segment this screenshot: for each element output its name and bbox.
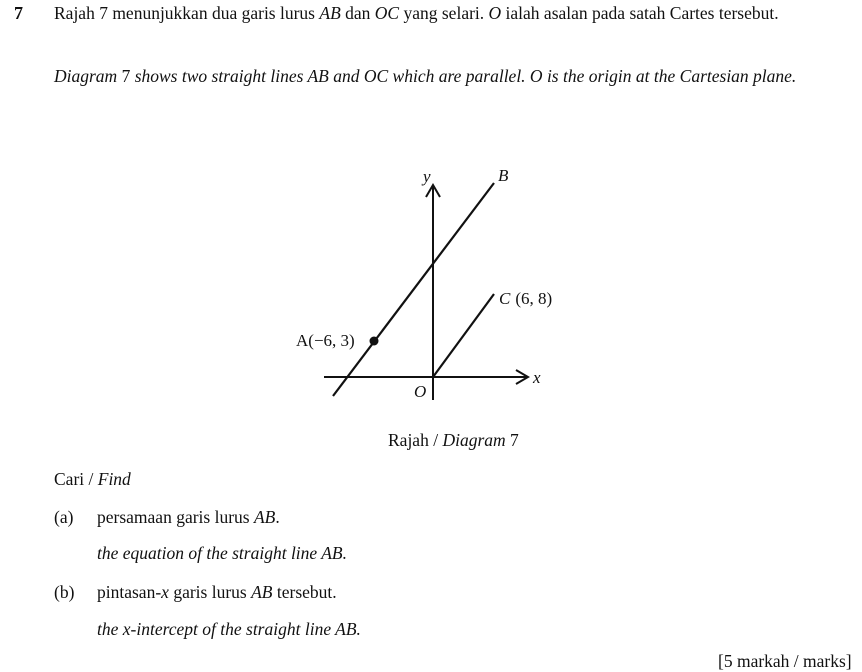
part-b-malay-end: tersebut. — [272, 582, 337, 602]
line-ab — [333, 183, 494, 396]
point-c-label — [499, 289, 552, 308]
malay-text-1: Rajah 7 menunjukkan dua garis lurus — [54, 3, 320, 23]
point-a-label: A(−6, 3) — [296, 331, 355, 350]
english-text-1: Diagram — [54, 66, 122, 86]
point-b-label: B — [498, 166, 509, 185]
part-b-english: the x-intercept of the straight line AB. — [97, 619, 361, 639]
line-oc — [433, 294, 494, 377]
diagram-caption — [388, 430, 519, 451]
part-b-malay — [97, 582, 337, 603]
x-axis-label: x — [533, 368, 541, 387]
part-b-label: (b) — [54, 582, 75, 602]
point-a-dot — [370, 337, 379, 346]
malay-origin: O — [488, 3, 502, 23]
y-axis-label: y — [423, 167, 431, 186]
find-malay: Cari / — [54, 469, 98, 489]
origin-label: O — [414, 382, 427, 401]
find-english: Find — [97, 469, 131, 489]
malay-line-ab: AB — [319, 3, 341, 23]
part-a-label: (a) — [54, 507, 74, 527]
caption-number: 7 — [505, 430, 519, 450]
english-diagram-number: 7 — [121, 66, 131, 86]
point-c-name: C — [499, 289, 511, 308]
part-b-malay-var: x — [161, 582, 169, 602]
caption-malay: Rajah / — [388, 430, 443, 450]
part-b-malay-mid: garis lurus — [168, 582, 252, 602]
part-b-malay-line: AB — [251, 582, 273, 602]
part-b-malay-text: pintasan- — [97, 582, 162, 602]
part-a-malay — [97, 507, 280, 528]
part-a-english: the equation of the straight line AB. — [97, 543, 347, 563]
find-instruction — [54, 469, 131, 490]
malay-text-2: dan — [340, 3, 375, 23]
marks-label: [5 markah / marks] — [718, 651, 852, 671]
malay-text-3: yang selari. — [399, 3, 489, 23]
question-number: 7 — [14, 3, 23, 23]
part-a-malay-line: AB — [253, 507, 276, 527]
part-a-malay-text: persamaan garis lurus — [97, 507, 254, 527]
malay-text-4: ialah asalan pada satah Cartes tersebut. — [501, 3, 779, 23]
malay-line-oc: OC — [374, 3, 400, 23]
caption-english: Diagram — [442, 430, 506, 450]
point-c-coords: (6, 8) — [515, 289, 553, 308]
english-text-2: shows two straight lines AB and OC which are parallel. O is the origin at the Cartesian plane. — [130, 66, 797, 86]
part-a-malay-end: . — [275, 507, 280, 527]
